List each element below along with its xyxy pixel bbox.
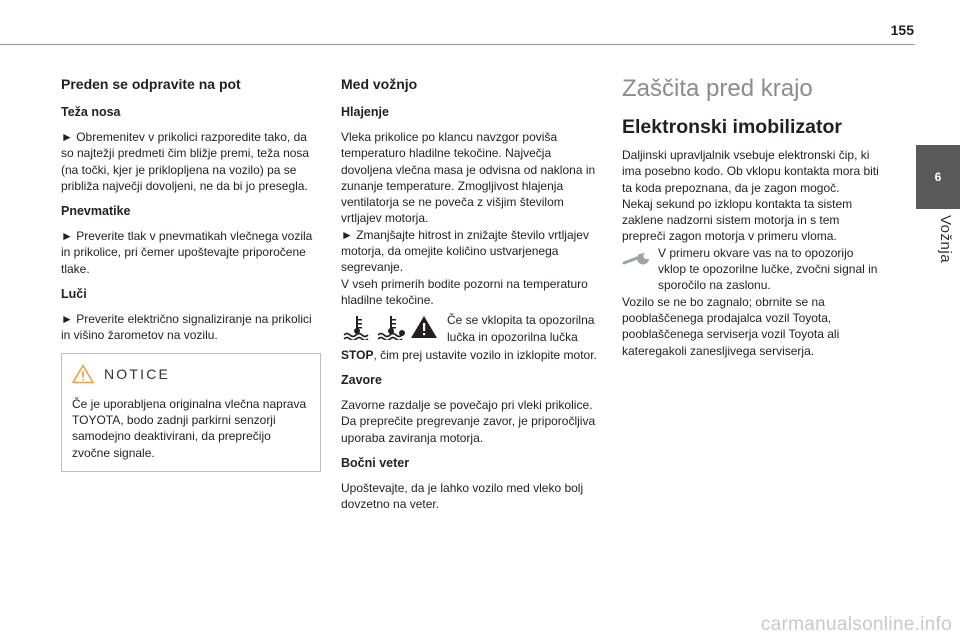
stop-word: STOP [341,347,374,362]
heading-while-driving: Med vožnjo [341,76,418,92]
text-cooling-1: Vleka prikolice po klancu navzgor poviša temperaturo hladilne tekočine. Največja dovoljena vlečna masa je odvisna od naklona in zunanje temperature. Zmogljivost hlajenja ventilatorja se ne poveča z višjim številom vrtljajev motorja. [341,130,596,226]
text-lights: ► Preverite električno signaliziranje na prikolici in višino žarometov na vozilu. [61,312,312,343]
text-brakes: Zavorne razdalje se povečajo pri vleki prikolice. Da preprečite pregrevanje zavor, je priporočljiva uporaba zaviranja motorja. [341,398,596,445]
text-cooling-3: V vseh primerih bodite pozorni na temperaturo hladilne tekočine. [341,276,588,307]
notice-text: Če je uporabljena originalna vlečna naprava TOYOTA, bodo zadnji parkirni senzorji samodejno deaktivirani, da preprečijo zvočne signale. [72,396,307,460]
warning-icons [341,314,441,340]
notice-box [61,353,321,472]
wrench-row [622,245,884,294]
heading-electronic-immobiliser: Elektronski imobilizator [622,116,842,138]
subheading-brakes: Zavore [341,373,382,388]
notice-header [72,364,310,384]
subheading-nose-weight: Teža nosa [61,105,121,119]
wrench-icon [622,251,652,267]
watermark: carmanualsonline.info [760,614,952,635]
text-stop [341,347,603,363]
chapter-tab[interactable]: 6 [916,145,960,209]
warning-light-icon [409,314,439,340]
text-immobiliser-2: Nekaj sekund po izklopu kontakta ta sistem zaklene nadzorni sistem motorja in s tem prepreči zagon motorja v primeru vloma. [622,196,853,244]
column-left [61,75,321,472]
text-immobiliser-1: Daljinski upravljalnik vsebuje elektronski čip, ki ima posebno kodo. Ob vklopu kontakta mora biti ta koda prepoznana, da je zagon mogoč. [622,148,879,195]
wrench-column [622,251,658,271]
coolant-temperature-icon [341,314,373,340]
stop-rest: , čim prej ustavite vozilo in izklopite motor. [373,347,597,362]
subheading-tyres: Pnevmatike [61,204,131,219]
coolant-level-icon [375,314,407,340]
warning-triangle-icon [72,364,94,384]
column-right [622,75,884,368]
subheading-lights: Luči [61,287,87,302]
page-number: 155 [890,22,914,38]
column-middle [341,75,603,522]
icon-warning-text: Če se vklopita ta opozorilna lučka in opozorilna lučka [447,313,595,344]
text-wrench: V primeru okvare vas na to opozorijo vklop te opozorilne lučke, zvočni signal in sporočilo na zaslonu. [658,245,878,293]
chapter-label: Vožnja [937,215,954,264]
text-crosswind: Upoštevajte, da je lahko vozilo med vleko bolj dovzetno na veter. [341,481,584,512]
text-cooling-2: ► Zmanjšajte hitrost in znižajte število vrtljajev motorja, da omejite količino ustvarjenega segrevanje. [341,227,589,275]
section-title-theft-protection: Zaščita pred krajo [622,75,813,102]
text-tyres: ► Preverite tlak v pnevmatikah vlečnega vozila in prikolice, pri čemer upoštevajte priporočene tlake. [61,229,313,276]
warning-icons-row [341,312,603,345]
subheading-crosswind: Bočni veter [341,456,410,471]
heading-before-trip: Preden se odpravite na pot [61,76,241,92]
text-immobiliser-3: Vozilo se ne bo zagnalo; obrnite se na pooblaščenega prodajalca vozil Toyota, pooblaščenega serviserja vozil Toyota ali kateregakoli zanesljivega serviserja. [622,294,840,358]
subheading-cooling: Hlajenje [341,105,389,119]
text-nose-weight: ► Obremenitev v prikolici razporedite tako, da so najtežji predmeti čim bližje premi, teža nosa (na točki, kjer je priklopljena na vozilo) pa se približa največji dovoljeni, ne da bi jo presegla. [61,130,310,193]
header-rule [0,44,915,45]
notice-title: NOTICE [104,365,171,382]
